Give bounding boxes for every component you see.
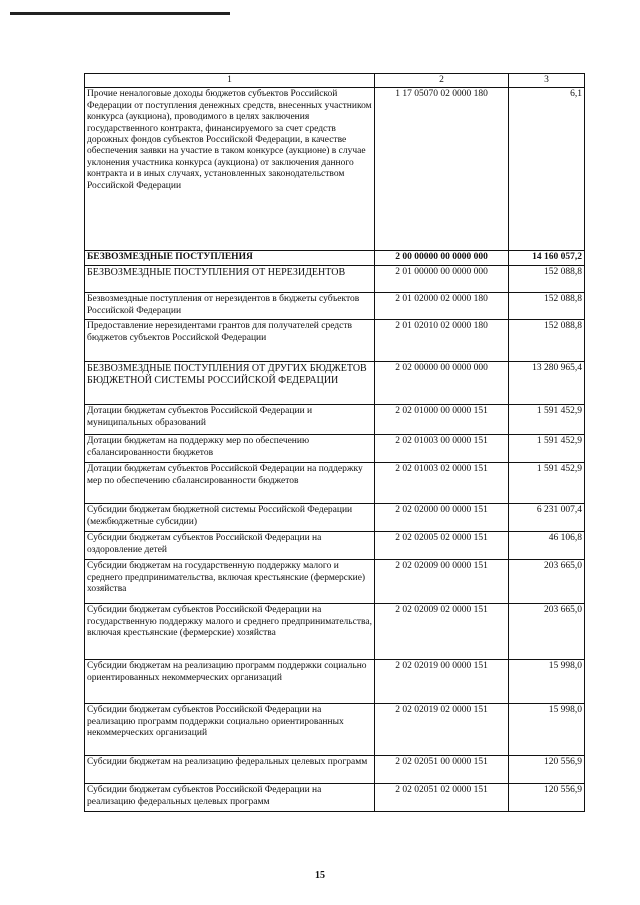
row-code: 2 01 02010 02 0000 180: [375, 320, 509, 362]
header-cell-value: 3: [509, 74, 585, 88]
row-name: БЕЗВОЗМЕЗДНЫЕ ПОСТУПЛЕНИЯ ОТ НЕРЕЗИДЕНТОВ: [85, 266, 375, 293]
row-value: 1 591 452,9: [509, 405, 585, 435]
table-row: [85, 560, 585, 604]
row-code: 2 02 02019 02 0000 151: [375, 704, 509, 756]
table-row: [85, 251, 585, 266]
table-row: [85, 532, 585, 560]
row-name: Субсидии бюджетам субъектов Российской Федерации на государственную поддержку малого и среднего предпринимательства, включая крестьянские (фермерские) хозяйства: [85, 604, 375, 660]
row-name: Дотации бюджетам субъектов Российской Федерации на поддержку мер по обеспечению сбалансированности бюджетов: [85, 463, 375, 504]
row-code: 2 02 02019 00 0000 151: [375, 660, 509, 704]
row-name: Субсидии бюджетам бюджетной системы Российской Федерации (межбюджетные субсидии): [85, 504, 375, 532]
table-row: [85, 463, 585, 504]
row-code: 2 02 02000 00 0000 151: [375, 504, 509, 532]
row-name: Субсидии бюджетам на государственную поддержку малого и среднего предпринимательства, включая крестьянские (фермерские) хозяйства: [85, 560, 375, 604]
table-header-row: [85, 74, 585, 88]
table-row: [85, 604, 585, 660]
table-row: [85, 405, 585, 435]
row-value: 15 998,0: [509, 704, 585, 756]
table-row: [85, 504, 585, 532]
row-code: 2 02 01003 00 0000 151: [375, 435, 509, 463]
page-number: 15: [315, 870, 325, 881]
header-cell-name: 1: [85, 74, 375, 88]
row-value: 46 106,8: [509, 532, 585, 560]
row-name: Субсидии бюджетам субъектов Российской Федерации на реализацию федеральных целевых программ: [85, 784, 375, 812]
row-value: 203 665,0: [509, 560, 585, 604]
table-row: [85, 704, 585, 756]
row-value: 1 591 452,9: [509, 463, 585, 504]
revenue-table: [84, 73, 585, 812]
table-row: [85, 362, 585, 405]
row-name: БЕЗВОЗМЕЗДНЫЕ ПОСТУПЛЕНИЯ ОТ ДРУГИХ БЮДЖЕТОВ БЮДЖЕТНОЙ СИСТЕМЫ РОССИЙСКОЙ ФЕДЕРАЦИИ: [85, 362, 375, 405]
row-value: 15 998,0: [509, 660, 585, 704]
table-row: [85, 660, 585, 704]
row-name: БЕЗВОЗМЕЗДНЫЕ ПОСТУПЛЕНИЯ: [85, 251, 375, 266]
row-name: Предоставление нерезидентами грантов для получателей средств бюджетов субъектов Российской Федерации: [85, 320, 375, 362]
row-code: 2 01 00000 00 0000 000: [375, 266, 509, 293]
row-name: Субсидии бюджетам субъектов Российской Федерации на реализацию программ поддержки социально ориентированных некоммерческих организаций: [85, 704, 375, 756]
row-code: 1 17 05070 02 0000 180: [375, 88, 509, 251]
row-code: 2 02 00000 00 0000 000: [375, 362, 509, 405]
row-value: 152 088,8: [509, 293, 585, 320]
row-code: 2 00 00000 00 0000 000: [375, 251, 509, 266]
row-code: 2 02 02005 02 0000 151: [375, 532, 509, 560]
row-value: 6,1: [509, 88, 585, 251]
table-row: [85, 266, 585, 293]
row-value: 14 160 057,2: [509, 251, 585, 266]
row-code: 2 02 02051 00 0000 151: [375, 756, 509, 784]
row-name: Дотации бюджетам субъектов Российской Федерации и муниципальных образований: [85, 405, 375, 435]
row-name: Прочие неналоговые доходы бюджетов субъектов Российской Федерации от поступления денежных средств, внесенных участником конкурса (аукциона), проводимого в целях заключения государственного контракта, финансируемого за счет средств дорожных фондов субъектов Российской Федерации, в качестве обеспечения заявки на участие в таком конкурсе (аукционе) в случае уклонения участника конкурса (аукциона) от заключения данного контракта и в иных случаях, установленных законодательством Российской Федерации: [85, 88, 375, 251]
table-row: [85, 320, 585, 362]
row-name: Безвозмездные поступления от нерезидентов в бюджеты субъектов Российской Федерации: [85, 293, 375, 320]
row-name: Дотации бюджетам на поддержку мер по обеспечению сбалансированности бюджетов: [85, 435, 375, 463]
row-code: 2 02 02009 02 0000 151: [375, 604, 509, 660]
header-cell-code: 2: [375, 74, 509, 88]
row-code: 2 02 02009 00 0000 151: [375, 560, 509, 604]
row-code: 2 01 02000 02 0000 180: [375, 293, 509, 320]
table-row: [85, 435, 585, 463]
row-value: 120 556,9: [509, 784, 585, 812]
row-value: 152 088,8: [509, 266, 585, 293]
row-code: 2 02 02051 02 0000 151: [375, 784, 509, 812]
table-row: [85, 293, 585, 320]
row-value: 120 556,9: [509, 756, 585, 784]
top-rule: [10, 12, 230, 15]
row-code: 2 02 01003 02 0000 151: [375, 463, 509, 504]
table-row: [85, 756, 585, 784]
table-row: [85, 88, 585, 251]
row-value: 1 591 452,9: [509, 435, 585, 463]
row-value: 13 280 965,4: [509, 362, 585, 405]
row-value: 6 231 007,4: [509, 504, 585, 532]
row-name: Субсидии бюджетам субъектов Российской Федерации на оздоровление детей: [85, 532, 375, 560]
row-code: 2 02 01000 00 0000 151: [375, 405, 509, 435]
table-row: [85, 784, 585, 812]
row-name: Субсидии бюджетам на реализацию федеральных целевых программ: [85, 756, 375, 784]
row-value: 152 088,8: [509, 320, 585, 362]
row-name: Субсидии бюджетам на реализацию программ поддержки социально ориентированных некоммерческих организаций: [85, 660, 375, 704]
row-value: 203 665,0: [509, 604, 585, 660]
